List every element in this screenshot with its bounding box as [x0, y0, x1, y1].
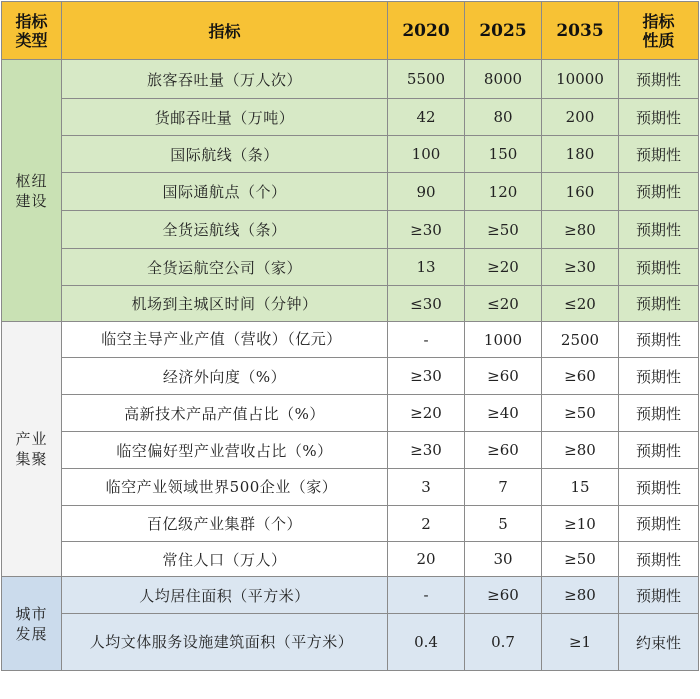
value-2020: 90 — [416, 182, 436, 201]
value-2020-cell — [388, 577, 465, 614]
value-2035-cell — [542, 60, 619, 99]
indicator-name: 经济外向度（%） — [162, 367, 287, 386]
value-2025: 5 — [498, 514, 508, 533]
indicator-table — [1, 1, 699, 671]
value-2020: 13 — [416, 258, 436, 276]
value-2035-cell — [542, 395, 619, 432]
value-2025-cell — [465, 432, 542, 469]
indicator-nature: 预期性 — [635, 295, 681, 313]
indicator-nature: 预期性 — [635, 404, 681, 423]
value-2035-cell — [542, 577, 619, 614]
value-2020: ≥30 — [410, 441, 442, 459]
indicator-nature: 预期性 — [635, 586, 681, 605]
indicator-name-cell — [62, 286, 388, 322]
indicator-name: 机场到主城区时间（分钟） — [131, 295, 318, 313]
indicator-nature-cell — [619, 99, 699, 136]
indicator-name-cell — [62, 506, 388, 542]
value-2025: 80 — [493, 108, 513, 126]
value-2035: ≤20 — [564, 294, 596, 313]
indicator-name: 百亿级产业集群（个） — [146, 515, 302, 533]
indicator-nature: 预期性 — [635, 441, 681, 460]
header-nature — [619, 2, 699, 60]
indicator-name: 临空主导产业产值（营收）（亿元） — [101, 330, 342, 348]
value-2020-cell — [388, 249, 465, 286]
indicator-name: 货邮吞吐量（万吨） — [154, 108, 295, 127]
indicator-nature-cell — [619, 432, 699, 469]
value-2020: ≥30 — [410, 367, 442, 385]
indicator-nature-cell — [619, 469, 699, 506]
value-2020: 42 — [416, 108, 436, 126]
category-city-development — [2, 577, 62, 671]
value-2035: ≥10 — [564, 514, 596, 533]
value-2025-cell — [465, 60, 542, 99]
header-year-2025 — [465, 2, 542, 60]
value-2035: ≥30 — [564, 258, 596, 276]
value-2035: ≥80 — [564, 586, 596, 604]
indicator-name-cell — [62, 432, 388, 469]
indicator-name: 人均居住面积（平方米） — [139, 586, 310, 605]
value-2020-cell — [388, 614, 465, 671]
indicator-nature-cell — [619, 358, 699, 395]
value-2035-cell — [542, 469, 619, 506]
header-indicator — [62, 2, 388, 60]
value-2025-cell — [465, 358, 542, 395]
indicator-name: 常住人口（万人） — [162, 550, 287, 569]
indicator-nature: 预期性 — [635, 145, 681, 164]
indicator-nature: 预期性 — [635, 515, 681, 533]
value-2025: ≥60 — [487, 441, 519, 459]
indicator-name-cell — [62, 577, 388, 614]
indicator-nature-cell — [619, 211, 699, 249]
value-2035-cell — [542, 249, 619, 286]
value-2035-cell — [542, 211, 619, 249]
indicator-name-cell — [62, 358, 388, 395]
indicator-nature: 预期性 — [635, 108, 681, 127]
value-2035: ≥50 — [564, 550, 596, 568]
indicator-name: 旅客吞吐量（万人次） — [146, 70, 302, 89]
value-2020-cell — [388, 506, 465, 542]
indicator-nature: 预期性 — [635, 367, 681, 386]
table-row — [2, 577, 699, 614]
table-row — [2, 432, 699, 469]
value-2020: - — [423, 330, 429, 349]
value-2025: ≥60 — [487, 586, 519, 604]
value-2035: 180 — [565, 145, 595, 163]
indicator-nature: 预期性 — [635, 331, 681, 349]
header-category — [2, 2, 62, 60]
indicator-name: 高新技术产品产值占比（%） — [124, 404, 325, 423]
value-2035-cell — [542, 99, 619, 136]
indicator-nature: 预期性 — [635, 70, 681, 89]
value-2035-cell — [542, 614, 619, 671]
value-2025-cell — [465, 469, 542, 506]
indicator-name-cell — [62, 322, 388, 358]
value-2025-cell — [465, 99, 542, 136]
table-row — [2, 249, 699, 286]
value-2020: 20 — [416, 550, 436, 568]
value-2025: 30 — [493, 550, 513, 568]
value-2025-cell — [465, 542, 542, 577]
value-2035: 2500 — [560, 330, 600, 349]
value-2025: 8000 — [483, 70, 523, 88]
value-2020: 5500 — [406, 70, 446, 88]
value-2020: 0.4 — [414, 633, 438, 651]
value-2020: ≥30 — [410, 220, 442, 239]
value-2020-cell — [388, 136, 465, 173]
category-label: 产业 集聚 — [15, 430, 48, 468]
value-2020-cell — [388, 211, 465, 249]
indicator-name-cell — [62, 614, 388, 671]
value-2025: 7 — [498, 478, 508, 496]
value-2020-cell — [388, 173, 465, 211]
header-year-2020 — [388, 2, 465, 60]
value-2025-cell — [465, 286, 542, 322]
indicator-nature-cell — [619, 60, 699, 99]
indicator-nature-cell — [619, 542, 699, 577]
category-label: 城市 发展 — [15, 604, 48, 643]
value-2020: 3 — [421, 478, 431, 496]
category-label: 枢纽 建设 — [15, 171, 48, 210]
value-2020-cell — [388, 60, 465, 99]
category-industry-cluster — [2, 322, 62, 577]
indicator-nature-cell — [619, 322, 699, 358]
table-row — [2, 395, 699, 432]
indicator-name: 全货运航线（条） — [162, 221, 287, 239]
value-2025: ≥40 — [487, 404, 519, 422]
table-row — [2, 469, 699, 506]
value-2020-cell — [388, 469, 465, 506]
value-2025: 1000 — [483, 330, 523, 349]
header-indicator-label: 指标 — [208, 22, 241, 41]
value-2035: 160 — [565, 182, 595, 201]
header-category-label: 指标 类型 — [15, 11, 48, 50]
value-2020: 100 — [411, 145, 441, 163]
value-2035-cell — [542, 136, 619, 173]
value-2025-cell — [465, 136, 542, 173]
value-2025: 120 — [488, 182, 518, 201]
value-2025-cell — [465, 211, 542, 249]
indicator-name-cell — [62, 542, 388, 577]
value-2020-cell — [388, 395, 465, 432]
value-2025: ≥20 — [487, 258, 519, 276]
indicator-name-cell — [62, 211, 388, 249]
value-2025: ≥60 — [487, 367, 519, 385]
indicator-nature-cell — [619, 173, 699, 211]
indicator-name-cell — [62, 136, 388, 173]
indicator-name: 国际通航点（个） — [162, 183, 287, 201]
table-row — [2, 614, 699, 671]
indicator-name-cell — [62, 99, 388, 136]
indicator-nature: 预期性 — [635, 258, 681, 277]
value-2025-cell — [465, 506, 542, 542]
indicator-name-cell — [62, 173, 388, 211]
value-2020-cell — [388, 432, 465, 469]
header-nature-label: 指标 性质 — [642, 11, 675, 50]
table-row — [2, 211, 699, 249]
value-2025: 150 — [488, 145, 518, 163]
value-2020-cell — [388, 286, 465, 322]
value-2025-cell — [465, 614, 542, 671]
value-2035: ≥60 — [564, 367, 596, 385]
value-2025-cell — [465, 395, 542, 432]
indicator-name: 全货运航空公司（家） — [146, 258, 302, 277]
indicator-name: 临空产业领域世界500企业（家） — [105, 477, 338, 496]
indicator-name-cell — [62, 469, 388, 506]
value-2035-cell — [542, 173, 619, 211]
table-row — [2, 99, 699, 136]
value-2035: ≥50 — [564, 404, 596, 422]
value-2020-cell — [388, 322, 465, 358]
value-2025-cell — [465, 249, 542, 286]
header-year-2020-label: 2020 — [402, 20, 450, 41]
table-row — [2, 136, 699, 173]
indicator-nature: 预期性 — [635, 478, 681, 497]
indicator-nature: 预期性 — [635, 183, 681, 201]
indicator-nature-cell — [619, 614, 699, 671]
indicator-name: 人均文体服务设施建筑面积（平方米） — [89, 632, 354, 651]
table-row — [2, 286, 699, 322]
indicator-name: 临空偏好型产业营收占比（%） — [116, 441, 333, 460]
value-2035-cell — [542, 542, 619, 577]
category-hub-construction — [2, 60, 62, 322]
indicator-nature: 预期性 — [635, 221, 681, 239]
indicator-name-cell — [62, 60, 388, 99]
header-row — [2, 2, 699, 60]
value-2035-cell — [542, 322, 619, 358]
value-2035: 200 — [565, 108, 595, 126]
value-2020: 2 — [421, 514, 431, 533]
table-row — [2, 60, 699, 99]
value-2020-cell — [388, 542, 465, 577]
value-2020-cell — [388, 358, 465, 395]
value-2035-cell — [542, 358, 619, 395]
indicator-name: 国际航线（条） — [170, 145, 279, 164]
indicator-nature: 约束性 — [635, 633, 681, 652]
value-2020: ≤30 — [410, 294, 442, 313]
indicator-nature-cell — [619, 136, 699, 173]
value-2025-cell — [465, 173, 542, 211]
value-2035: ≥80 — [564, 441, 596, 459]
indicator-nature-cell — [619, 506, 699, 542]
value-2035: ≥1 — [568, 633, 592, 651]
value-2020-cell — [388, 99, 465, 136]
value-2035: 10000 — [556, 70, 604, 88]
value-2025: ≤20 — [487, 294, 519, 313]
value-2025: ≥50 — [487, 220, 519, 239]
value-2035-cell — [542, 506, 619, 542]
value-2020: ≥20 — [410, 404, 442, 422]
value-2035-cell — [542, 286, 619, 322]
table-body — [2, 60, 699, 671]
value-2025-cell — [465, 322, 542, 358]
indicator-nature-cell — [619, 286, 699, 322]
value-2025-cell — [465, 577, 542, 614]
value-2035-cell — [542, 432, 619, 469]
table-row — [2, 173, 699, 211]
indicator-name-cell — [62, 249, 388, 286]
table-row — [2, 322, 699, 358]
value-2035: 15 — [570, 478, 590, 496]
table-row — [2, 542, 699, 577]
indicator-nature-cell — [619, 249, 699, 286]
table-row — [2, 506, 699, 542]
value-2020: - — [423, 586, 429, 604]
indicator-name-cell — [62, 395, 388, 432]
header-year-2025-label: 2025 — [479, 20, 527, 41]
value-2025: 0.7 — [491, 633, 515, 651]
header-year-2035-label: 2035 — [556, 20, 604, 41]
table-row — [2, 358, 699, 395]
header-year-2035 — [542, 2, 619, 60]
indicator-nature: 预期性 — [635, 550, 681, 569]
indicator-nature-cell — [619, 577, 699, 614]
indicator-nature-cell — [619, 395, 699, 432]
value-2035: ≥80 — [564, 220, 596, 239]
